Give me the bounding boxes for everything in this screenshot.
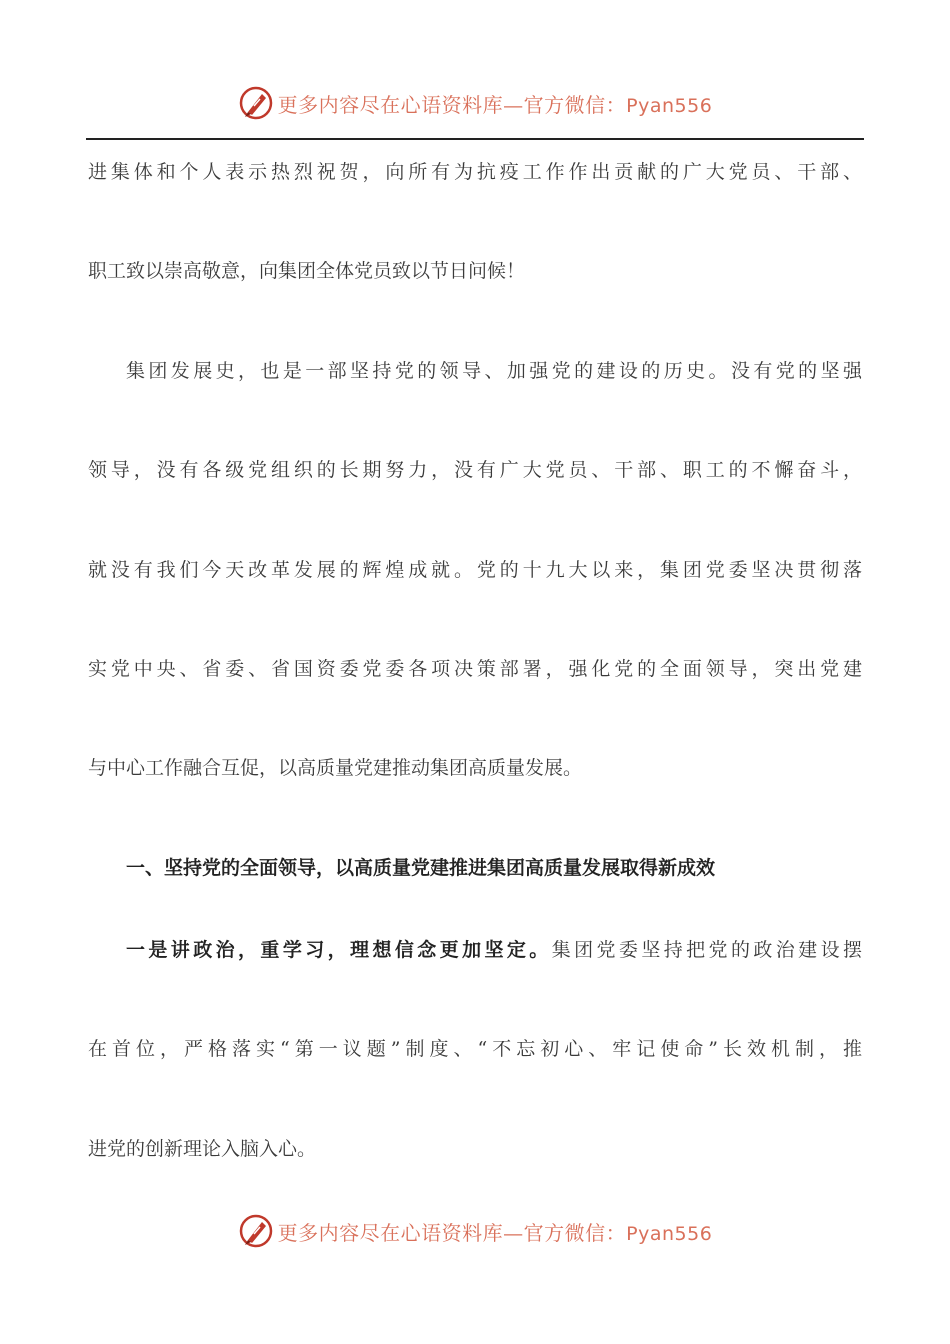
wechat-handle: Pyan556: [626, 94, 713, 117]
paragraph-line: 集团发展史，也是一部坚持党的领导、加强党的建设的历史。没有党的坚强: [126, 359, 862, 382]
paragraph-line: 领导，没有各级党组织的长期努力，没有广大党员、干部、职工的不懈奋斗，: [88, 459, 862, 482]
paragraph-text: 集团党委坚持把党的政治建设摆: [551, 938, 862, 961]
paragraph-line: 与中心工作融合互促，以高质量党建推动集团高质量发展。: [88, 757, 583, 780]
wechat-handle: Pyan556: [626, 1222, 713, 1245]
paragraph-line: 就没有我们今天改革发展的辉煌成就。党的十九大以来，集团党委坚决贯彻落: [88, 558, 862, 581]
paragraph-line: 职工致以崇高敬意，向集团全体党员致以节日问候！: [88, 260, 526, 283]
paragraph-line: 在首位，严格落实“第一议题”制度、“不忘初心、牢记使命”长效机制，推: [88, 1038, 862, 1061]
fountain-pen-logo-icon: [238, 85, 274, 121]
paragraph-line: [88, 919, 862, 1018]
banner-text: 更多内容尽在心语资料库—官方微信：Pyan556: [277, 92, 713, 117]
footer-banner: [0, 1206, 950, 1256]
paragraph-line: 实党中央、省委、省国资委党委各项决策部署，强化党的全面领导，突出党建: [88, 657, 862, 680]
fountain-pen-logo-icon: [238, 1213, 274, 1249]
paragraph-line: 进集体和个人表示热烈祝贺，向所有为抗疫工作作出贡献的广大党员、干部、: [88, 161, 862, 183]
paragraph-line: 进党的创新理论入脑入心。: [88, 1137, 317, 1160]
bold-lead-text: 一是讲政治，重学习，理想信念更加坚定。: [126, 938, 552, 961]
header-divider: [86, 138, 864, 140]
section-heading: 一、坚持党的全面领导，以高质量党建推进集团高质量发展取得新成效: [126, 856, 716, 879]
banner-text: 更多内容尽在心语资料库—官方微信：Pyan556: [277, 1220, 713, 1245]
header-banner: [0, 78, 950, 128]
document-body: [88, 141, 862, 1217]
